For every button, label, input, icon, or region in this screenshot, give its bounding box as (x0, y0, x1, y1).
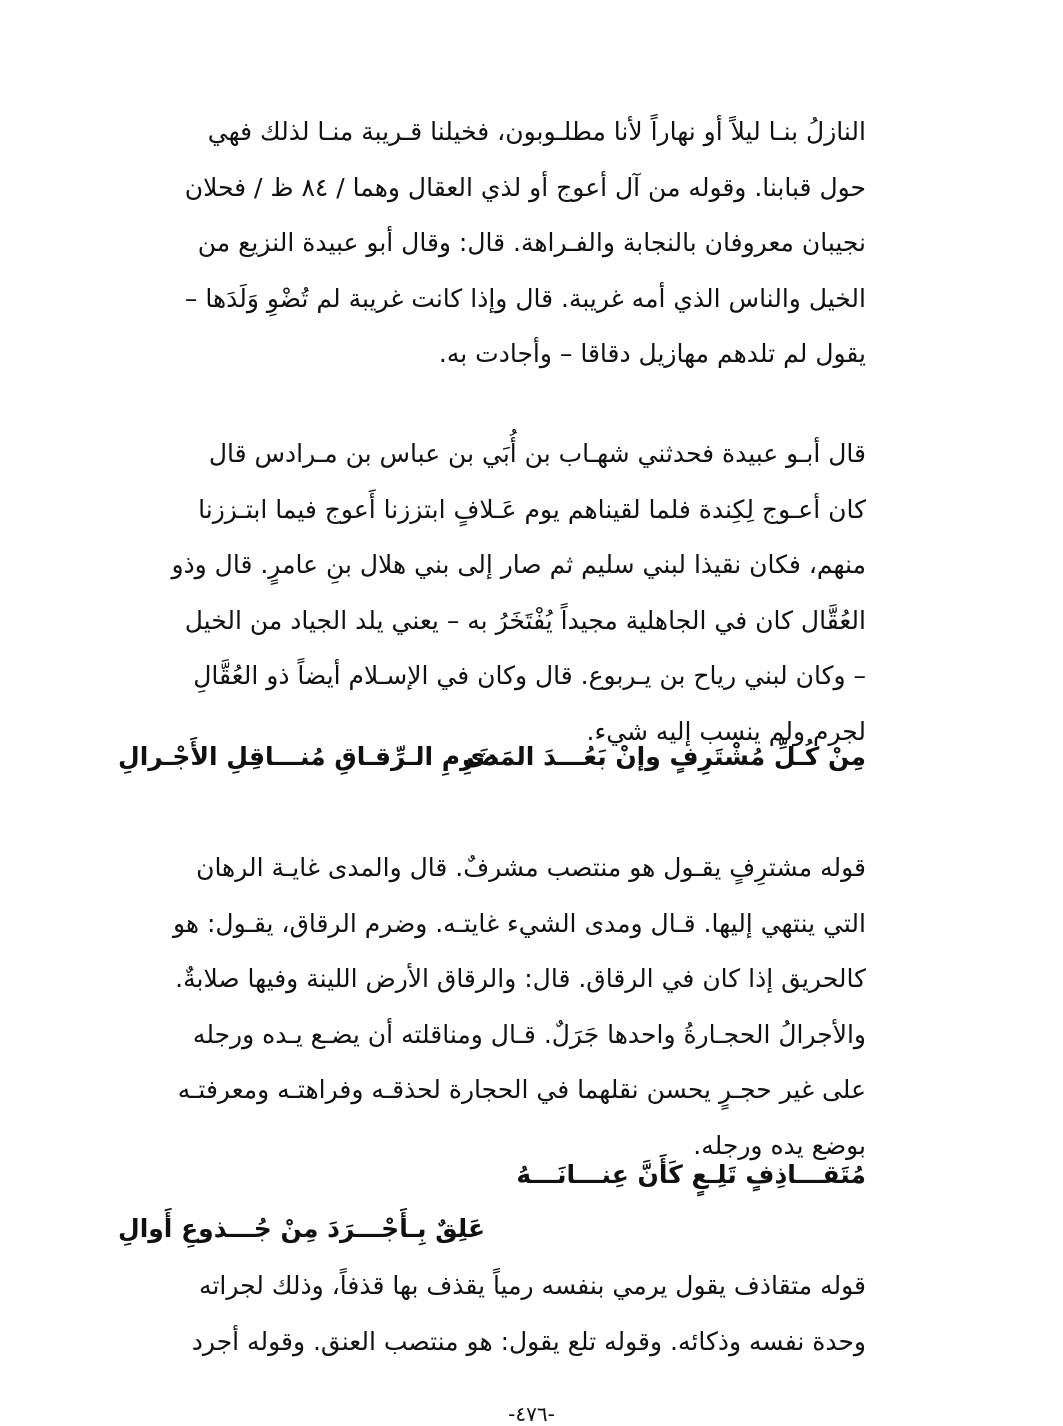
paragraph-2 (118, 426, 866, 759)
text-line: كالحريق إذا كان في الرقاق. قال: والرقاق الأرض اللينة وفيها صلابةٌ. (175, 964, 866, 993)
paragraph-3 (118, 840, 866, 1173)
text-line: قال أبـو عبيدة فحدثني شهـاب بن أُبَي بن عباس بن مـرادس قال (208, 439, 866, 468)
text-line: يقول لم تلدهم مهازيل دقاقا – وأجادت به. (438, 339, 866, 368)
text-line: حول قبابنا. وقوله من آل أعوج أو لذي العقال وهما / ٨٤ ظ / فحلان (184, 172, 866, 202)
text-line: – وكان لبني رياح بن يـربوع. قال وكان في الإسـلام أيضاً ذو العُقَّالِ (193, 661, 866, 690)
text-line: العُقَّال كان في الجاهلية مجيداً يُفْتَخَرُ به – يعني يلد الجياد من الخيل (184, 605, 866, 635)
paragraph-4 (118, 1258, 866, 1369)
text-line: النازلُ بنـا ليلاً أو نهاراً لأنا مطلـوبون، فخيلنا قـريبة منـا لذلك فهي (207, 117, 866, 146)
text-line: قوله مشترِفٍ يقـول هو منتصب مشرفٌ. قال والمدى غايـة الرهان (196, 853, 866, 882)
text-line: كان أعـوج لِكِندة فلما لقيناهم يوم عَـلافٍ ابتززنا أَعوج فيما ابتـززنا (198, 494, 866, 524)
verse-2-left-hemistich: عَلِقٌ بِـأَجْـــرَدَ مِنْ جُـــذوعِ أَوالِ (118, 1214, 486, 1243)
text-line: قوله متقاذف يقول يرمي بنفسه رمياً يقذف بها قذفاً، وذلك لجراته (199, 1271, 866, 1300)
text-line: منهم، فكان نقيذا لبني سليم ثم صار إلى بني هلال بنِ عامرٍ. قال وذو (171, 550, 866, 579)
text-line: على غير حجـرٍ يحسن نقلهما في الحجارة لحذقـه وفراهتـه ومعرفتـه (177, 1075, 866, 1104)
text-line: نجيبان معروفان بالنجابة والفـراهة. قال: وقال أبو عبيدة النزيع من (197, 228, 866, 257)
verse-1-right-hemistich: مِنْ كُـلِّ مُشْتَرِفٍ وإنْ بَعُـــدَ المَدى (462, 742, 866, 771)
page-number: -٤٧٦- (508, 1402, 555, 1426)
verse-1-left-hemistich: ضَرِمِ الـرِّقـاقِ مُنـــاقِلِ الأَجْـرالِ (118, 742, 500, 771)
text-line: لجرم ولم ينسب إليه شيء. (586, 716, 866, 746)
text-line: بوضع يده ورجله. (693, 1130, 866, 1160)
text-line: التي ينتهي إليها. قـال ومدى الشيء غايتـه. وضرم الرقاق، يقـول: هو (172, 908, 866, 938)
paragraph-1 (118, 104, 866, 382)
text-line: وحدة نفسه وذكائه. وقوله تلع يقول: هو منتصب العنق. وقوله أجرد (191, 1326, 866, 1356)
verse-2-right-hemistich: مُتَقـــاذِفٍ تَلِـعٍ كَأَنَّ عِنـــانَـــهُ (516, 1160, 866, 1189)
text-line: والأجرالُ الحجـارةُ واحدها جَرَلٌ. قـال ومناقلته أن يضـع يـده ورجله (192, 1019, 866, 1049)
text-line: الخيل والناس الذي أمه غريبة. قال وإذا كانت غريبة لم تُضْوِ وَلَدَها – (184, 283, 866, 313)
